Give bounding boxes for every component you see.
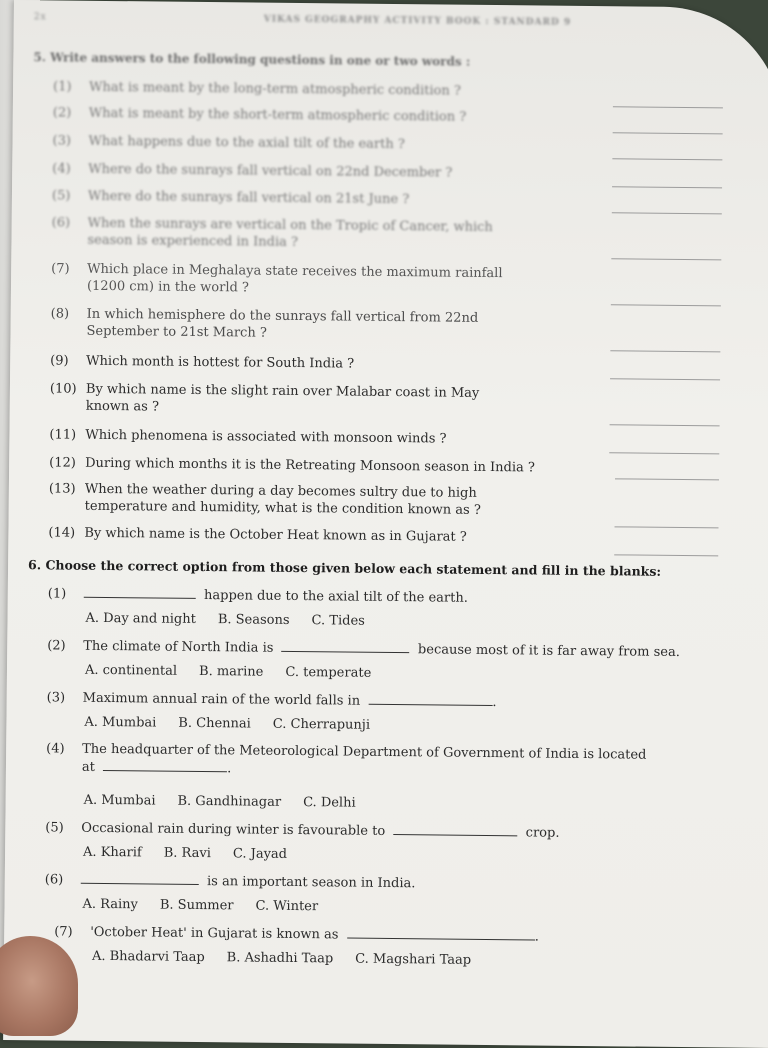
section-6-title: 6. Choose the correct option from those given below each statement and fill in the blanks:	[28, 557, 662, 579]
s6-item-4: (4) The headquarter of the Meteorological Department of Government of India is located at .	[46, 741, 647, 777]
s6-item-1-options: A. Day and night B. Seasons C. Tides	[85, 610, 365, 629]
s5-question-7: (7) Which place in Meghalaya state receives the maximum rainfall (1200 cm) in the world ?	[51, 261, 503, 296]
s5-question-8: (8) In which hemisphere do the sunrays fall vertical from 22nd September to 21st March ?	[50, 306, 479, 341]
s5-question-2: (2) What is meant by the short-term atmospheric condition ?	[52, 105, 467, 125]
s6-item-6: (6) is an important season in India.	[44, 872, 416, 892]
answer-line	[612, 212, 722, 214]
answer-line	[611, 258, 721, 260]
section-5-title: 5. Write answers to the following questions in one or two words :	[33, 50, 471, 69]
answer-line	[615, 526, 719, 528]
answer-line	[610, 424, 720, 426]
s5-question-4: (4) Where do the sunrays fall vertical on 22nd December ?	[52, 161, 453, 181]
s6-item-2-options: A. continental B. marine C. temperate	[84, 662, 372, 681]
answer-line	[609, 452, 719, 454]
s5-question-12: (12) During which months it is the Retreating Monsoon season in India ?	[49, 455, 536, 476]
answer-line	[610, 378, 720, 380]
s5-question-11: (11) Which phenomena is associated with monsoon winds ?	[49, 427, 447, 447]
answer-line	[613, 132, 723, 134]
s6-item-6-options: A. Rainy B. Summer C. Winter	[82, 896, 319, 915]
s6-item-4-options: A. Mumbai B. Gandhinagar C. Delhi	[83, 792, 356, 811]
s6-item-7: (7) 'October Heat' in Gujarat is known as .	[54, 924, 539, 945]
s5-question-10: (10) By which name is the slight rain over Malabar coast in May known as ?	[49, 381, 480, 415]
s6-item-3: (3) Maximum annual rain of the world falls in .	[46, 690, 497, 711]
page-header	[33, 12, 624, 28]
answer-line	[614, 554, 718, 556]
answer-line	[615, 478, 719, 480]
s6-item-5: (5) Occasional rain during winter is favourable to crop.	[45, 820, 560, 841]
s5-question-1: (1) What is meant by the long-term atmospheric condition ?	[53, 79, 461, 99]
s5-question-3: (3) What happens due to the axial tilt of the earth ?	[52, 133, 405, 153]
answer-line	[610, 350, 720, 352]
answer-line	[611, 304, 721, 306]
answer-line	[612, 158, 722, 160]
s5-question-6: (6) When the sunrays are vertical on the Tropic of Cancer, which season is experienced in India ?	[51, 215, 493, 250]
s5-question-14: (14) By which name is the October Heat known as in Gujarat ?	[48, 525, 467, 545]
book-title: VIKAS GEOGRAPHY ACTIVITY BOOK : STANDARD 9	[263, 14, 572, 28]
s5-question-9: (9) Which month is hottest for South India ?	[50, 353, 355, 372]
s5-question-5: (5) Where do the sunrays fall vertical on 21st June ?	[51, 188, 410, 208]
s6-item-3-options: A. Mumbai B. Chennai C. Cherrapunji	[84, 714, 371, 733]
s6-item-7-options: A. Bhadarvi Taap B. Ashadhi Taap C. Magshari Taap	[91, 948, 472, 968]
page-number: 2x	[33, 12, 47, 23]
s6-item-5-options: A. Kharif B. Ravi C. Jayad	[83, 844, 288, 862]
s6-item-1: (1) happen due to the axial tilt of the earth.	[47, 586, 468, 606]
s5-question-13: (13) When the weather during a day becomes sultry due to high temperature and humidity, what is the condition known as ?	[48, 481, 481, 518]
textbook-page	[3, 0, 768, 1048]
answer-line	[612, 186, 722, 188]
answer-line	[613, 106, 723, 108]
s6-item-2: (2) The climate of North India is because most of it is far away from sea.	[47, 638, 680, 661]
